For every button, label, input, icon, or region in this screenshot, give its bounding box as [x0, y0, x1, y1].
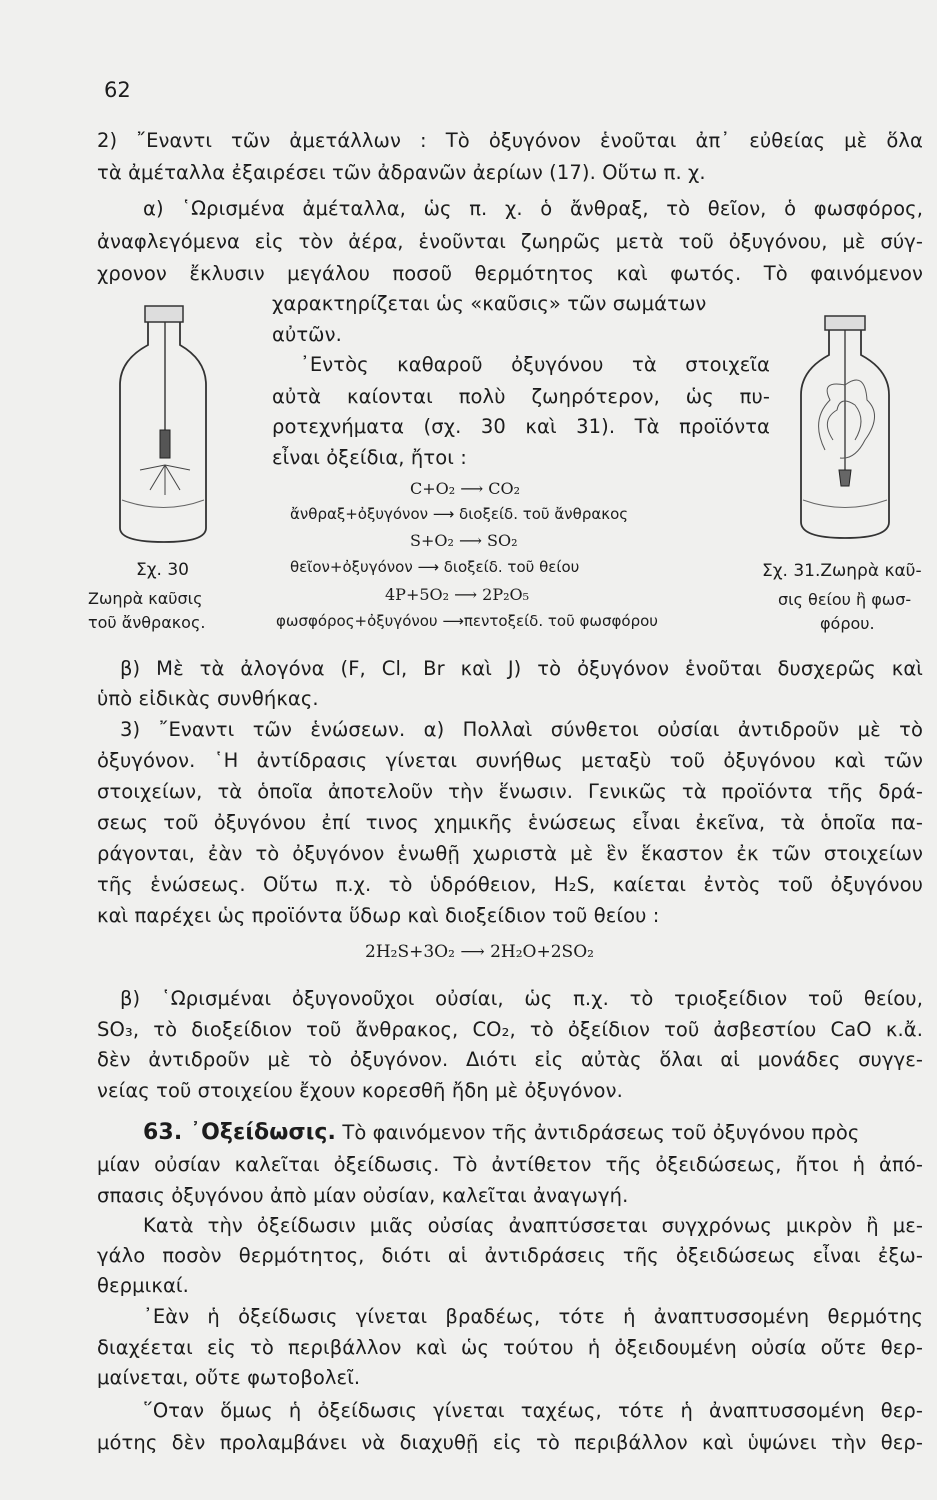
text-line: ράγονται, ἐὰν τὸ ὀξυγόνον ἑνωθῇ χωριστὰ μὲ ἓν ἕκαστον ἐκ τῶν στοιχείων: [97, 842, 923, 865]
section-heading-line: [143, 1120, 859, 1146]
figure-30-caption: τοῦ ἄνθρακος.: [88, 613, 206, 632]
figure-30-label: Σχ. 30: [136, 560, 190, 580]
text-line: χαρακτηρίζεται ὡς «καῦσις» τῶν σωμάτων: [272, 292, 707, 315]
text-line: δὲν ἀντιδροῦν μὲ τὸ ὀξυγόνον. Διότι εἰς αὐτὰς ὅλαι αἱ μονάδες συγγε-: [97, 1048, 923, 1071]
section-63-heading: 63. ᾽Οξείδωσις.: [143, 1120, 336, 1145]
text-line: καὶ παρέχει ὡς προϊόντα ὕδωρ καὶ διοξείδιον τοῦ θείου :: [97, 904, 660, 927]
text-line: β) ῾Ωρισμέναι ὀξυγονοῦχοι οὐσίαι, ὡς π.χ. τὸ τριοξείδιον τοῦ θείου,: [120, 987, 923, 1010]
text-line: 2) ῎Εναντι τῶν ἀμετάλλων : Τὸ ὀξυγόνον ἑνοῦται ἀπ᾽ εὐθείας μὲ ὅλα: [97, 129, 923, 152]
text-line: χρονον ἔκλυσιν μεγάλου ποσοῦ θερμότητος καὶ φωτός. Τὸ φαινόμενον: [97, 262, 923, 285]
text-line: ᾽Εντὸς καθαροῦ ὀξυγόνου τὰ στοιχεῖα: [300, 353, 770, 376]
equation-phosphorus: 4P+5O₂ ⟶ 2P₂O₅: [385, 585, 530, 604]
figure-31-caption: σις θείου ἢ φωσ-: [778, 590, 912, 609]
text-line: τῆς ἑνώσεως. Οὕτω π.χ. τὸ ὑδρόθειον, H₂S, καίεται ἐντὸς τοῦ ὀξυγόνου: [97, 873, 923, 896]
text-line: Κατὰ τὴν ὀξείδωσιν μιᾶς οὐσίας ἀναπτύσσεται συγχρόνως μικρὸν ἢ με-: [143, 1214, 923, 1237]
equation-sulfur-words: θεῖον+ὀξυγόνον ⟶ διοξείδ. τοῦ θείου: [290, 558, 580, 576]
text-line: σεως τοῦ ὀξυγόνου ἐπί τινος χημικῆς ἑνώσεως εἶναι ἐκεῖνα, τὰ ὁποῖα πα-: [97, 811, 923, 834]
figure-30-caption: Ζωηρὰ καῦσις: [88, 589, 203, 608]
figure-31-caption: φόρου.: [820, 614, 875, 633]
equation-carbon: C+O₂ ⟶ CO₂: [410, 479, 521, 498]
text-line: ᾽Εὰν ἡ ὀξείδωσις γίνεται βραδέως, τότε ἡ ἀναπτυσσομένη θερμότης: [143, 1305, 923, 1328]
text-line: ἀναφλεγόμενα εἰς τὸν ἀέρα, ἑνοῦνται ζωηρῶς μετὰ τοῦ ὀξυγόνου, μὲ σύγ-: [97, 230, 923, 253]
text-line: στοιχείων, τὰ ὁποῖα ἀποτελοῦν τὴν ἕνωσιν. Γενικῶς τὰ προϊόντα τῆς δρά-: [97, 780, 923, 803]
text-line: 3) ῎Εναντι τῶν ἑνώσεων. α) Πολλαὶ σύνθετοι οὐσίαι ἀντιδροῦν μὲ τὸ: [120, 718, 923, 741]
text-line: αὐτὰ καίονται πολὺ ζωηρότερον, ὡς πυ-: [272, 385, 770, 408]
text-line: μότης δὲν προλαμβάνει νὰ διαχυθῇ εἰς τὸ περιβάλλον καὶ ὑψώνει τὴν θερ-: [97, 1431, 923, 1454]
text-line: μίαν οὐσίαν καλεῖται ὀξείδωσις. Τὸ ἀντίθετον τῆς ὀξειδώσεως, ἤτοι ἡ ἀπό-: [97, 1153, 923, 1176]
text-line: διαχέεται εἰς τὸ περιβάλλον καὶ ὡς τούτου ἡ ὀξειδουμένη οὐσία οὔτε θερ-: [97, 1336, 923, 1359]
text-line: ῞Οταν ὅμως ἡ ὀξείδωσις γίνεται ταχέως, τότε ἡ ἀναπτυσσομένη θερ-: [143, 1399, 923, 1422]
figure-31-label: Σχ. 31.Ζωηρὰ καῦ-: [762, 561, 922, 581]
text-line: σπασις ὀξυγόνου ἀπὸ μίαν οὐσίαν, καλεῖται ἀναγωγή.: [97, 1184, 629, 1207]
text-line: ὀξυγόνον. ῾Η ἀντίδρασις γίνεται συνήθως μεταξὺ τοῦ ὀξυγόνου καὶ τῶν: [97, 749, 923, 772]
figure-30-bottle: [110, 300, 210, 550]
text-line: μαίνεται, οὔτε φωτοβολεῖ.: [97, 1366, 361, 1389]
text-line: νείας τοῦ στοιχείου ἔχουν κορεσθῆ ἤδη μὲ ὀξυγόνον.: [97, 1079, 623, 1102]
text-line: αὐτῶν.: [272, 323, 342, 346]
text-line: γάλο ποσὸν θερμότητος, διότι αἱ ἀντιδράσεις τῆς ὀξειδώσεως εἶναι ἐξω-: [97, 1244, 923, 1267]
text-fragment: Τὸ φαινόμενον τῆς ἀντιδράσεως τοῦ ὀξυγόνου πρὸς: [342, 1121, 860, 1144]
text-line: ὑπὸ εἰδικὰς συνθήκας.: [97, 687, 319, 710]
text-line: ροτεχνήματα (σχ. 30 καὶ 31). Τὰ προϊόντα: [272, 415, 770, 438]
page-number: 62: [104, 78, 131, 102]
text-line: α) ῾Ωρισμένα ἀμέταλλα, ὡς π. χ. ὁ ἄνθραξ, τὸ θεῖον, ὁ φωσφόρος,: [143, 197, 923, 220]
text-line: SO₃, τὸ διοξείδιον τοῦ ἄνθρακος, CO₂, τὸ ὀξείδιον τοῦ ἀσβεστίου CaO κ.ἄ.: [97, 1018, 923, 1041]
equation-carbon-words: ἄνθραξ+ὀξυγόνον ⟶ διοξείδ. τοῦ ἄνθρακος: [290, 505, 629, 523]
equation-hydrogen-sulfide: 2H₂S+3O₂ ⟶ 2H₂O+2SO₂: [365, 942, 594, 962]
equation-sulfur: S+O₂ ⟶ SO₂: [410, 531, 518, 550]
figure-31-bottle: [795, 310, 895, 550]
text-line: τὰ ἀμέταλλα ἐξαιρέσει τῶν ἀδρανῶν ἀερίων (17). Οὕτω π. χ.: [97, 161, 706, 184]
text-line: εἶναι ὀξείδια, ἤτοι :: [272, 446, 467, 469]
text-line: θερμικαί.: [97, 1274, 189, 1297]
text-line: β) Μὲ τὰ ἀλογόνα (F, Cl, Br καὶ J) τὸ ὀξυγόνον ἑνοῦται δυσχερῶς καὶ: [120, 657, 923, 680]
equation-phosphorus-words: φωσφόρος+ὀξυγόνου ⟶πεντοξείδ. τοῦ φωσφόρου: [276, 612, 658, 630]
